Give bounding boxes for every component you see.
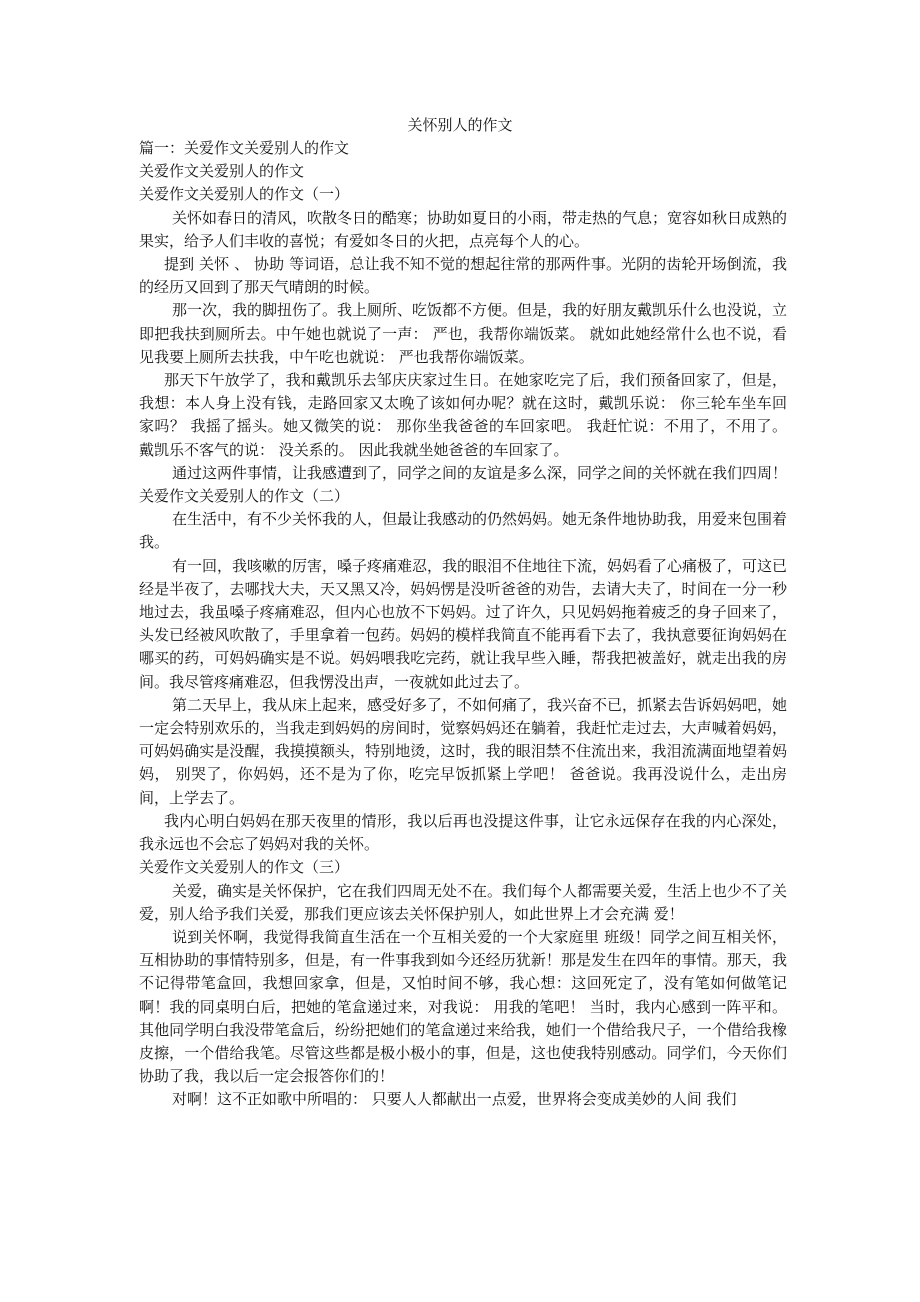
paragraph: 关爱，确实是关怀保护，它在我们四周无处不在。我们每个人都需要关爱，生活上也少不了关爱，别人给予我们关爱，那我们更应该去关怀保护别人，如此世界上才会充满 爱！ xyxy=(139,881,788,923)
section-heading-1: 关爱作文关爱别人的作文（一） xyxy=(139,185,350,204)
document-title: 关怀别人的作文 xyxy=(407,116,513,134)
paragraph: 对啊！这不正如歌中所唱的： 只要人人都献出一点爱，世界将会变成美妙的人间 我们 xyxy=(172,1090,737,1109)
paragraph: 关怀如春日的清风，吹散冬日的酷寒；协助如夏日的小雨，带走热的气息；宽容如秋日成熟的果实，给予人们丰收的喜悦；有爱如冬日的火把，点亮每个人的心。 xyxy=(139,208,788,250)
paragraph: 那一次，我的脚扭伤了。我上厕所、吃饭都不方便。但是，我的好朋友戴凯乐什么也没说，立即把我扶到厕所去。中午她也就说了一声： 严也，我帮你端饭菜。 就如此她经常什么也不说，看见我要上厕所去扶我，中午吃也就说： 严也我帮你端饭菜。 xyxy=(139,301,788,366)
paragraph: 在生活中，有不少关怀我的人，但最让我感动的仍然妈妈。她无条件地协助我，用爱来包围着我。 xyxy=(139,510,788,552)
paragraph: 第二天早上，我从床上起来，感受好多了，不如何痛了，我兴奋不已，抓紧去告诉妈妈吧，她一定会特别欢乐的，当我走到妈妈的房间时，觉察妈妈还在躺着，我赶忙走过去，大声喊着妈妈，可妈妈确实是没醒，我摸摸额头，特别地烫，这时，我的眼泪禁不住流出来，我泪流满面地望着妈妈， 别哭了，你妈妈，还不是为了你，吃完早饭抓紧上学吧！ 爸爸说。我再没说什么，走出房间，上学去了。 xyxy=(139,695,788,807)
paragraph: 说到关怀啊，我觉得我简直生活在一个互相关爱的一个大家庭里 班级！同学之间互相关怀，互相协助的事情特别多，但是，有一件事我到如今还经历犹新！那是发生在四年的事情。那天，我不记得带笔盒回，我想回家拿，但是，又怕时间不够，我心想：这回死定了，没有笔如何做笔记啊！我的同桌明白后，把她的笔盒递过来，对我说： 用我的笔吧！ 当时，我内心感到一阵平和。其他同学明白我没带笔盒后，纷纷把她们的笔盒递过来给我，她们一个借给我尺子，一个借给我橡皮擦，一个借给我笔。尽管这些都是极小极小的事，但是，这也使我特别感动。同学们，今天你们协助了我，我以后一定会报答你们的！ xyxy=(139,927,787,1086)
section-heading-3: 关爱作文关爱别人的作文（三） xyxy=(139,858,350,877)
paragraph: 通过这两件事情，让我感遭到了，同学之间的友谊是多么深，同学之间的关怀就在我们四周！ xyxy=(172,463,788,482)
section-heading-2: 关爱作文关爱别人的作文（二） xyxy=(139,487,350,506)
document-body xyxy=(139,137,787,1112)
paragraph: 有一回，我咳嗽的厉害，嗓子疼痛难忍，我的眼泪不住地往下流，妈妈看了心痛极了，可这已经是半夜了，去哪找大夫，天又黑又冷，妈妈愣是没听爸爸的劝告，去请大夫了，时间在一分一秒地过去，我虽嗓子疼痛难忍，但内心也放不下妈妈。过了许久，只见妈妈拖着疲乏的身子回来了，头发已经被风吹散了，手里拿着一包药。妈妈的模样我简直不能再看下去了，我执意要征询妈妈在哪买的药，可妈妈确实是不说。妈妈喂我吃完药，就让我早些入睡，帮我把被盖好，就走出我的房间。我尽管疼痛难忍，但我愣没出声，一夜就如此过去了。 xyxy=(139,556,788,691)
paragraph: 我内心明白妈妈在那天夜里的情形，我以后再也没提这件事，让它永远保存在我的内心深处，我永远也不会忘了妈妈对我的关怀。 xyxy=(139,811,787,854)
main-heading: 篇一：关爱作文关爱别人的作文 xyxy=(139,139,350,157)
sub-heading: 关爱作文关爱别人的作文 xyxy=(139,162,305,181)
paragraph: 提到 关怀 、 协助 等词语，总让我不知不觉的想起往常的那两件事。光阴的齿轮开场倒流，我的经历又回到了那天气晴朗的时候。 xyxy=(139,255,787,297)
paragraph: 那天下午放学了，我和戴凯乐去邹庆庆家过生日。在她家吃完了后，我们预备回家了，但是，我想：本人身上没有钱，走路回家又太晚了该如何办呢？就在这时，戴凯乐说： 你三轮车坐车回家吗？ 我摇了摇头。她又微笑的说： 那你坐我爸爸的车回家吧。 我赶忙说：不用了，不用了。 戴凯乐不客气的说： 没关系的。 因此我就坐她爸爸的车回家了。 xyxy=(139,371,787,459)
